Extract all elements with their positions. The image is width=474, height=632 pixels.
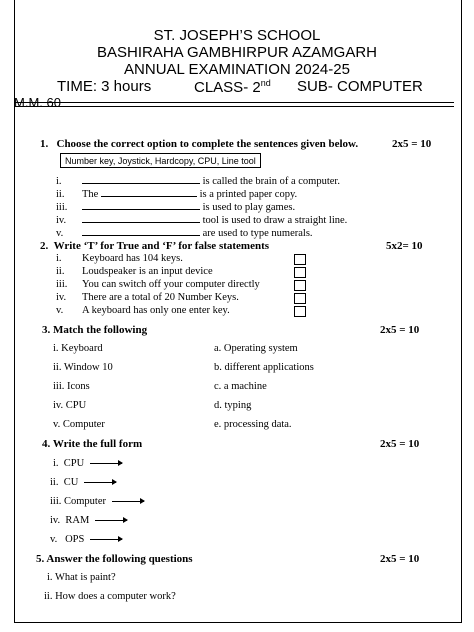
full-form-item: v. OPS [50, 534, 122, 545]
full-form-item: iv. RAM [50, 515, 127, 526]
q1-marks: 2x5 = 10 [392, 138, 432, 150]
match-left-item: ii. Window 10 [53, 362, 113, 373]
arrow-right-icon [90, 463, 122, 464]
max-marks: M.M. 60 [14, 95, 61, 110]
arrow-right-icon [90, 539, 122, 540]
q1-item: i. is called the brain of a computer. [56, 176, 340, 187]
exam-class: CLASS- 2nd [194, 78, 271, 96]
tf-answer-box[interactable] [294, 267, 306, 278]
match-left-item: iv. CPU [53, 400, 87, 411]
tf-answer-box[interactable] [294, 254, 306, 265]
tf-answer-box[interactable] [294, 280, 306, 291]
school-address: BASHIRAHA GAMBHIRPUR AZAMGARH [96, 44, 378, 61]
q1-item: ii. The is a printed paper copy. [56, 189, 298, 200]
exam-title: ANNUAL EXAMINATION 2024-25 [124, 61, 350, 78]
full-form-item: iii. Computer [50, 496, 144, 507]
q1-item: iv. tool is used to draw a straight line. [56, 215, 348, 226]
q2-item: ii. Loudspeaker is an input device [56, 266, 213, 277]
q3-heading: 3. Match the following [42, 324, 148, 336]
q3-marks: 2x5 = 10 [380, 324, 420, 336]
q2-marks: 5x2= 10 [386, 240, 423, 252]
answer-blank [82, 174, 200, 184]
match-right-item: b. different applications [214, 362, 314, 373]
arrow-right-icon [95, 520, 127, 521]
match-right-item: e. processing data. [214, 419, 292, 430]
q1-item: v. are used to type numerals. [56, 228, 313, 239]
q2-item: iii. You can switch off your computer directly [56, 279, 260, 290]
q2-item: i. Keyboard has 104 keys. [56, 253, 183, 264]
full-form-item: ii. CU [50, 477, 116, 488]
match-right-item: c. a machine [214, 381, 267, 392]
match-left-item: i. Keyboard [53, 343, 103, 354]
answer-blank [82, 213, 200, 223]
tf-answer-box[interactable] [294, 306, 306, 317]
exam-subject: SUB- COMPUTER [297, 78, 423, 95]
q5-marks: 2x5 = 10 [380, 553, 420, 565]
q5-heading: 5. Answer the following questions [36, 553, 193, 565]
full-form-item: i. CPU [53, 458, 122, 469]
arrow-right-icon [112, 501, 144, 502]
q2-heading: 2. Write ‘T’ for True and ‘F’ for false statements [40, 240, 270, 252]
q4-heading: 4. Write the full form [42, 438, 143, 450]
q1-heading: 1. Choose the correct option to complete the sentences given below. [40, 138, 359, 150]
arrow-right-icon [84, 482, 116, 483]
match-left-item: iii. Icons [53, 381, 90, 392]
q5-item: ii. How does a computer work? [44, 591, 176, 602]
match-left-item: v. Computer [53, 419, 105, 430]
answer-blank [82, 226, 200, 236]
answer-blank [101, 187, 197, 197]
tf-answer-box[interactable] [294, 293, 306, 304]
header-rule-bottom [14, 106, 454, 107]
q2-item: iv. There are a total of 20 Number Keys. [56, 292, 239, 303]
school-name: ST. JOSEPH’S SCHOOL [153, 27, 321, 44]
q2-item: v. A keyboard has only one enter key. [56, 305, 230, 316]
match-right-item: d. typing [214, 400, 252, 411]
q4-marks: 2x5 = 10 [380, 438, 420, 450]
match-right-item: a. Operating system [214, 343, 298, 354]
answer-blank [82, 200, 200, 210]
word-bank-box: Number key, Joystick, Hardcopy, CPU, Line tool [60, 153, 261, 168]
exam-time: TIME: 3 hours [57, 78, 152, 95]
q1-item: iii. is used to play games. [56, 202, 296, 213]
q5-item: i. What is paint? [47, 572, 116, 583]
header-rule-top [14, 102, 454, 103]
